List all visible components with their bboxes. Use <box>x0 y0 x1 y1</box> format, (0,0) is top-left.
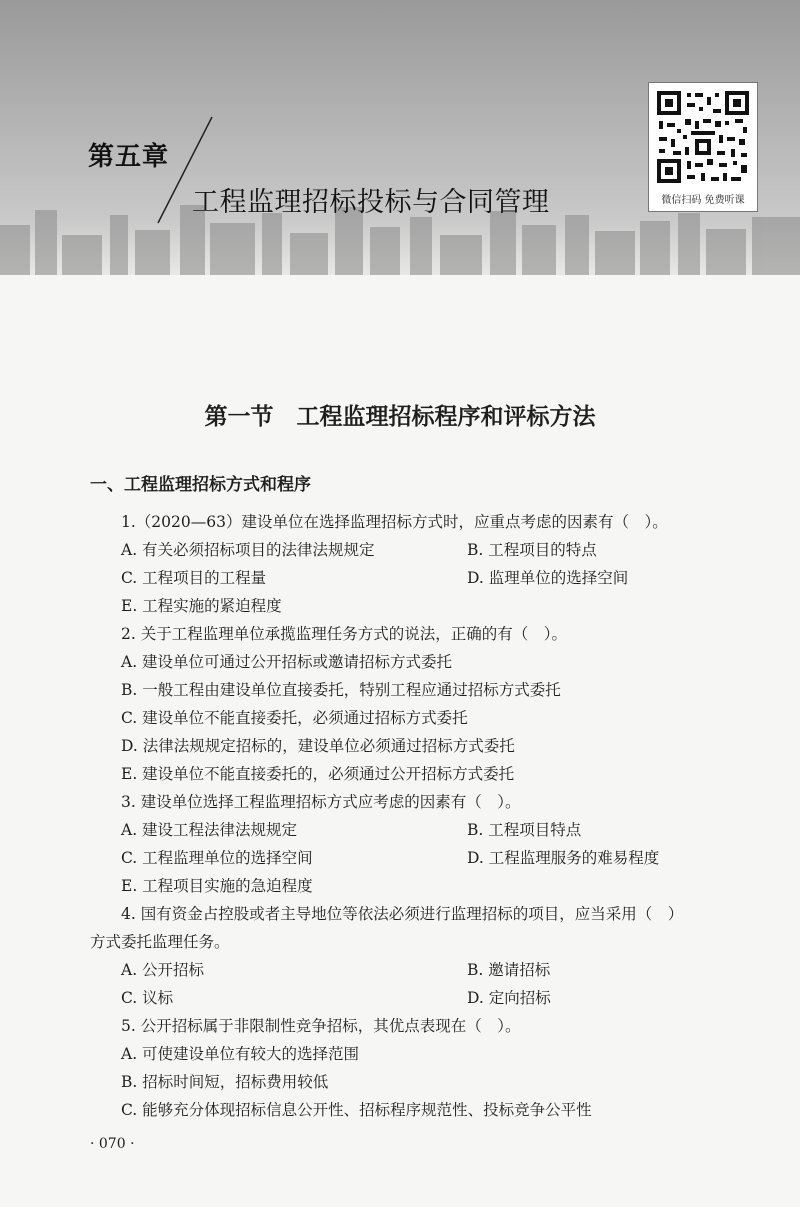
question-3-option-b: B. 工程项目特点 <box>467 821 582 839</box>
section-title: 第一节 工程监理招标程序和评标方法 <box>204 404 596 430</box>
chapter-banner <box>0 0 800 275</box>
question-2-option-c: C. 建设单位不能直接委托，必须通过招标方式委托 <box>121 709 468 727</box>
question-3-option-a: A. 建设工程法律法规规定 <box>121 821 298 839</box>
question-4-option-c: C. 议标 <box>121 989 174 1007</box>
question-1-option-a: A. 有关必须招标项目的法律法规规定 <box>121 541 375 559</box>
question-5-option-a: A. 可使建设单位有较大的选择范围 <box>121 1045 360 1063</box>
question-1-option-e: E. 工程实施的紧迫程度 <box>121 597 282 615</box>
question-2-option-b: B. 一般工程由建设单位直接委托，特别工程应通过招标方式委托 <box>121 681 561 699</box>
question-4-option-d: D. 定向招标 <box>467 989 551 1007</box>
question-2-option-d: D. 法律法规规定招标的，建设单位必须通过招标方式委托 <box>121 737 515 755</box>
question-5-option-b: B. 招标时间短，招标费用较低 <box>121 1073 329 1091</box>
qr-code-icon <box>655 89 751 185</box>
chapter-title: 工程监理招标投标与合同管理 <box>192 187 550 218</box>
question-4-option-b: B. 邀请招标 <box>467 961 551 979</box>
question-1-option-c: C. 工程项目的工程量 <box>121 569 267 587</box>
question-2-option-a: A. 建设单位可通过公开招标或邀请招标方式委托 <box>121 653 453 671</box>
question-5-stem: 5. 公开招标属于非限制性竞争招标，其优点表现在（ ）。 <box>121 1017 521 1035</box>
question-4-option-a: A. 公开招标 <box>121 961 205 979</box>
question-2-option-e: E. 建设单位不能直接委托的，必须通过公开招标方式委托 <box>121 765 515 783</box>
question-1-option-b: B. 工程项目的特点 <box>467 541 597 559</box>
question-3-option-e: E. 工程项目实施的急迫程度 <box>121 877 313 895</box>
question-1-stem: 1.（2020—63）建设单位在选择监理招标方式时，应重点考虑的因素有（ ）。 <box>121 513 668 531</box>
sub-heading: 一、工程监理招标方式和程序 <box>90 475 311 495</box>
question-3-stem: 3. 建设单位选择工程监理招标方式应考虑的因素有（ ）。 <box>121 793 521 811</box>
chapter-number: 第五章 <box>88 142 170 172</box>
qr-caption: 微信扫码 免费听课 <box>661 195 745 206</box>
question-3-option-d: D. 工程监理服务的难易程度 <box>467 849 660 867</box>
question-3-option-c: C. 工程监理单位的选择空间 <box>121 849 313 867</box>
qr-code-panel[interactable] <box>648 82 758 212</box>
question-2-stem: 2. 关于工程监理单位承揽监理任务方式的说法，正确的有（ ）。 <box>121 625 567 643</box>
question-1-option-d: D. 监理单位的选择空间 <box>467 569 629 587</box>
question-4-stem-line-2: 方式委托监理任务。 <box>90 933 230 951</box>
page-number: · 070 · <box>90 1136 135 1152</box>
question-4-stem-line-1: 4. 国有资金占控股或者主导地位等依法必须进行监理招标的项目，应当采用（ ） <box>121 905 684 923</box>
question-5-option-c: C. 能够充分体现招标信息公开性、招标程序规范性、投标竞争公平性 <box>121 1101 592 1119</box>
